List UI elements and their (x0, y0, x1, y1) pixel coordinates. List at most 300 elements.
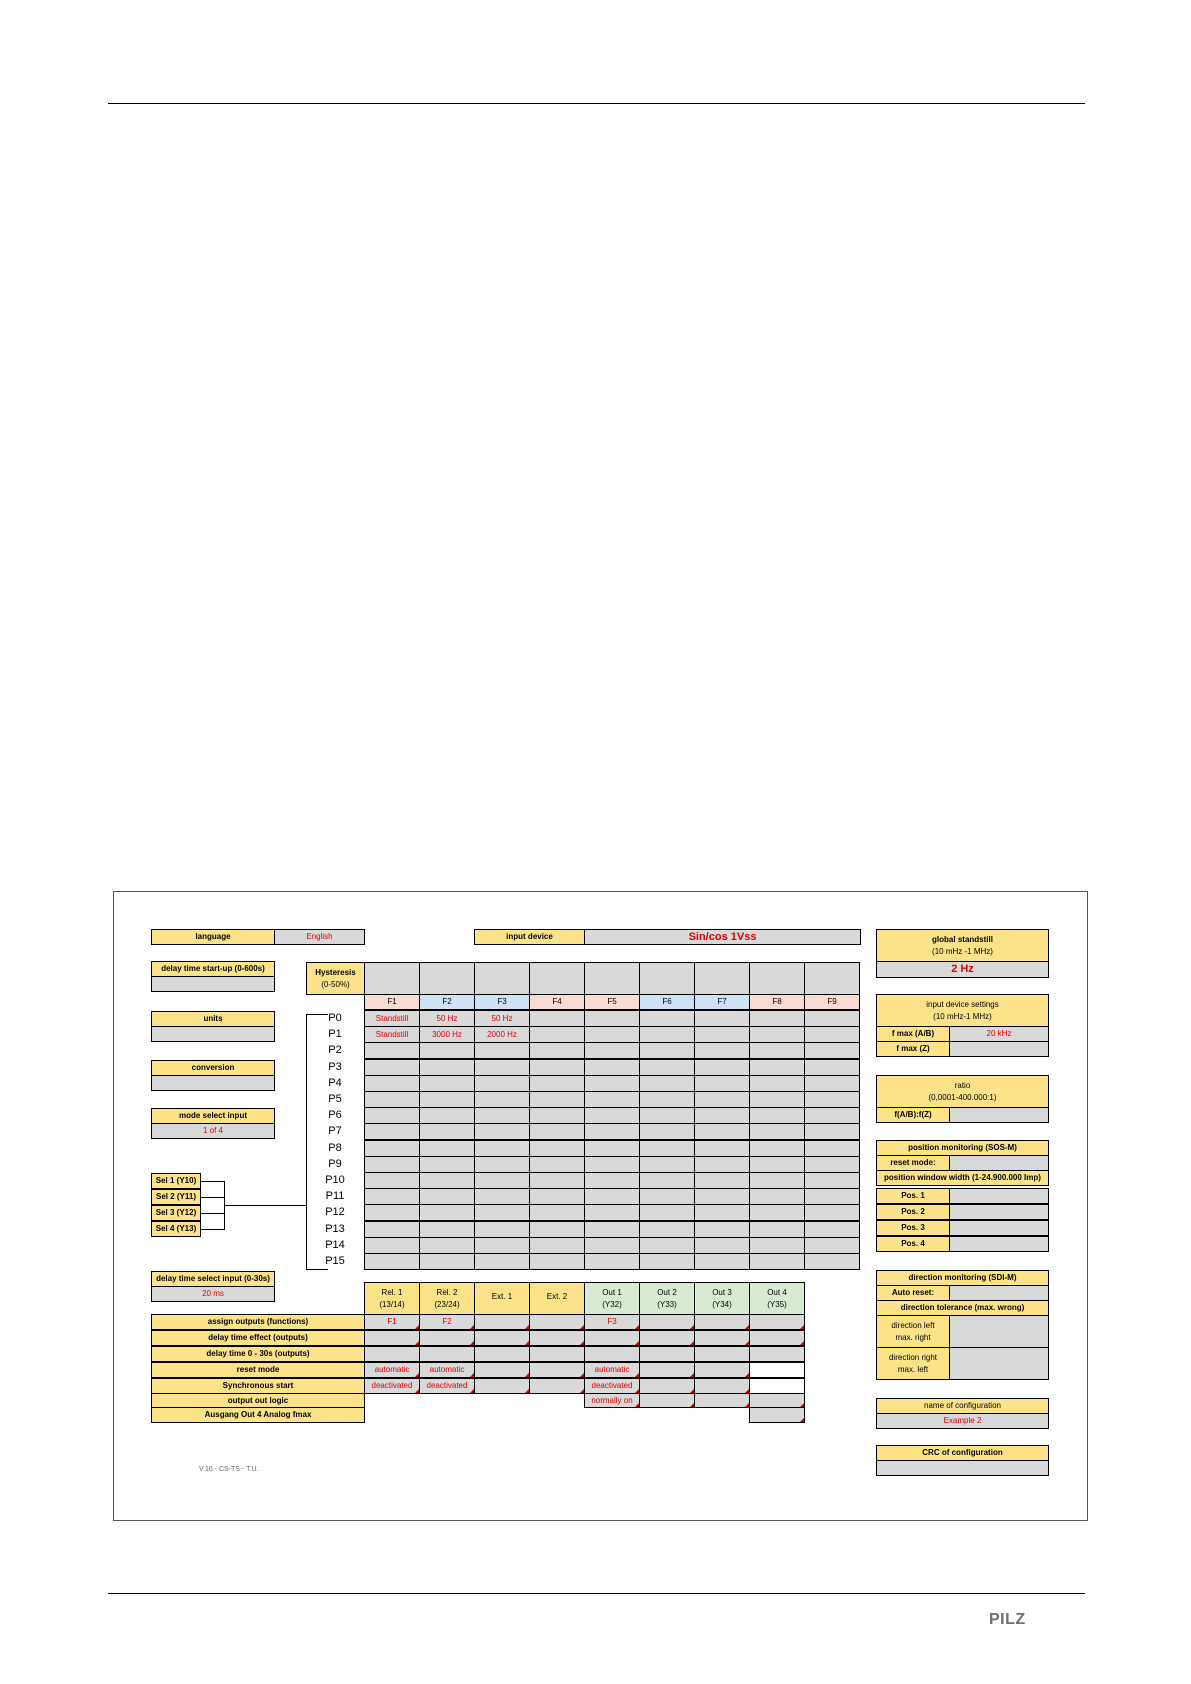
p0-f3-cell[interactable]: 50 Hz (474, 1010, 530, 1027)
input-settings-range: (10 mHz-1 MHz) (933, 1011, 992, 1021)
p3-f3-cell[interactable] (474, 1059, 530, 1076)
reset-cell-6[interactable] (639, 1362, 695, 1378)
p7-f2-cell[interactable] (419, 1123, 475, 1140)
output-row-label-2: delay time 0 - 30s (outputs) (151, 1346, 365, 1362)
f-header-6: F6 (639, 994, 695, 1010)
p3-f9-cell[interactable] (804, 1059, 860, 1076)
p15-f3-cell[interactable] (474, 1253, 530, 1270)
dir-right-text: direction right (888, 1352, 938, 1362)
p12-f1-cell[interactable] (364, 1204, 420, 1221)
p14-f3-cell[interactable] (474, 1237, 530, 1254)
config-name-field[interactable]: Example 2 (876, 1413, 1049, 1429)
p13-f9-cell[interactable] (804, 1221, 860, 1238)
sync-cell-6[interactable] (639, 1378, 695, 1394)
p14-f4-cell[interactable] (529, 1237, 585, 1254)
delay-effect-cell-8[interactable] (749, 1330, 805, 1346)
hysteresis-title: Hysteresis (315, 967, 356, 977)
sync-cell-2[interactable]: deactivated (419, 1378, 475, 1394)
sel-input-2: Sel 2 (Y11) (151, 1189, 201, 1205)
p7-f7-cell[interactable] (694, 1123, 750, 1140)
dir-left-label (876, 1315, 950, 1348)
p5-f2-cell[interactable] (419, 1091, 475, 1108)
p5-f3-cell[interactable] (474, 1091, 530, 1108)
p8-f3-cell[interactable] (474, 1140, 530, 1157)
p10-f2-cell[interactable] (419, 1172, 475, 1189)
p4-f3-cell[interactable] (474, 1075, 530, 1092)
p15-f4-cell[interactable] (529, 1253, 585, 1270)
p4-f8-cell[interactable] (749, 1075, 805, 1092)
sel-input-4: Sel 4 (Y13) (151, 1221, 201, 1237)
p14-f5-cell[interactable] (584, 1237, 640, 1254)
f-header-1: F1 (364, 994, 420, 1010)
p11-f3-cell[interactable] (474, 1188, 530, 1205)
p1-f8-cell[interactable] (749, 1026, 805, 1043)
output-terminal: (Y35) (767, 1299, 787, 1309)
input-settings-label: input device settings (926, 999, 999, 1009)
p0-f4-cell[interactable] (529, 1010, 585, 1027)
p13-f5-cell[interactable] (584, 1221, 640, 1238)
dir-left-field[interactable] (949, 1315, 1049, 1348)
p11-f7-cell[interactable] (694, 1188, 750, 1205)
fmax-ab-label: f max (A/B) (876, 1026, 950, 1042)
p14-f1-cell[interactable] (364, 1237, 420, 1254)
p10-f7-cell[interactable] (694, 1172, 750, 1189)
p10-f6-cell[interactable] (639, 1172, 695, 1189)
p2-f4-cell[interactable] (529, 1042, 585, 1059)
p14-f8-cell[interactable] (749, 1237, 805, 1254)
p13-f8-cell[interactable] (749, 1221, 805, 1238)
p15-f5-cell[interactable] (584, 1253, 640, 1270)
input-device-select[interactable]: Sin/cos 1Vss (584, 929, 861, 945)
delay-time-cell-7[interactable] (694, 1346, 750, 1362)
p7-f6-cell[interactable] (639, 1123, 695, 1140)
p2-f2-cell[interactable] (419, 1042, 475, 1059)
p3-f5-cell[interactable] (584, 1059, 640, 1076)
p13-f4-cell[interactable] (529, 1221, 585, 1238)
conversion-label: conversion (151, 1060, 275, 1076)
pos-4-label: Pos. 4 (876, 1236, 950, 1252)
pos-2-field[interactable] (949, 1204, 1049, 1220)
output-header-4 (529, 1282, 585, 1315)
p12-f2-cell[interactable] (419, 1204, 475, 1221)
p1-f4-cell[interactable] (529, 1026, 585, 1043)
p8-f8-cell[interactable] (749, 1140, 805, 1157)
delay-time-cell-5[interactable] (584, 1346, 640, 1362)
assign-cell-8[interactable] (749, 1314, 805, 1330)
f-header-5: F5 (584, 994, 640, 1010)
p12-f9-cell[interactable] (804, 1204, 860, 1221)
p6-f7-cell[interactable] (694, 1107, 750, 1124)
p6-f9-cell[interactable] (804, 1107, 860, 1124)
p5-f4-cell[interactable] (529, 1091, 585, 1108)
p1-f6-cell[interactable] (639, 1026, 695, 1043)
output-row-label-5: output out logic (151, 1393, 365, 1409)
delay-time-cell-3[interactable] (474, 1346, 530, 1362)
reset-cell-4[interactable] (529, 1362, 585, 1378)
f-header-9: F9 (804, 994, 860, 1010)
sel-line-1 (201, 1181, 225, 1182)
output-terminal: (13/14) (379, 1299, 405, 1309)
delay-time-cell-1[interactable] (364, 1346, 420, 1362)
pos-1-label: Pos. 1 (876, 1188, 950, 1204)
delay-time-cell-6[interactable] (639, 1346, 695, 1362)
assign-cell-5[interactable]: F3 (584, 1314, 640, 1330)
output-header-1 (364, 1282, 420, 1315)
delay-effect-cell-2[interactable] (419, 1330, 475, 1346)
f-header-3: F3 (474, 994, 530, 1010)
p8-f6-cell[interactable] (639, 1140, 695, 1157)
p6-f6-cell[interactable] (639, 1107, 695, 1124)
delay-time-cell-2[interactable] (419, 1346, 475, 1362)
p2-f7-cell[interactable] (694, 1042, 750, 1059)
auto-reset-label: Auto reset: (876, 1285, 950, 1301)
language-label: language (151, 929, 275, 945)
p10-f3-cell[interactable] (474, 1172, 530, 1189)
p-label-3: P3 (328, 1061, 342, 1073)
p11-f4-cell[interactable] (529, 1188, 585, 1205)
assign-cell-3[interactable] (474, 1314, 530, 1330)
p9-f7-cell[interactable] (694, 1156, 750, 1173)
p15-f6-cell[interactable] (639, 1253, 695, 1270)
p6-f1-cell[interactable] (364, 1107, 420, 1124)
sel-input-1: Sel 1 (Y10) (151, 1173, 201, 1189)
p11-f1-cell[interactable] (364, 1188, 420, 1205)
p3-f1-cell[interactable] (364, 1059, 420, 1076)
p9-f2-cell[interactable] (419, 1156, 475, 1173)
p15-f9-cell[interactable] (804, 1253, 860, 1270)
p0-f6-cell[interactable] (639, 1010, 695, 1027)
p4-f5-cell[interactable] (584, 1075, 640, 1092)
f-header-8: F8 (749, 994, 805, 1010)
output-name: Ext. 2 (546, 1291, 568, 1301)
p6-f5-cell[interactable] (584, 1107, 640, 1124)
hysteresis-cell[interactable] (529, 962, 585, 995)
p7-f4-cell[interactable] (529, 1123, 585, 1140)
auto-reset-field[interactable] (949, 1285, 1049, 1301)
output-name: Out 1 (602, 1287, 622, 1297)
p-bracket-vertical (306, 1014, 307, 1270)
p8-f7-cell[interactable] (694, 1140, 750, 1157)
input-settings-header (876, 994, 1049, 1027)
units-field[interactable] (151, 1026, 275, 1042)
sync-cell-5[interactable]: deactivated (584, 1378, 640, 1394)
p1-f1-cell[interactable]: Standstill (364, 1026, 420, 1043)
p3-f7-cell[interactable] (694, 1059, 750, 1076)
p3-f6-cell[interactable] (639, 1059, 695, 1076)
p1-f2-cell[interactable]: 3000 Hz (419, 1026, 475, 1043)
p3-f2-cell[interactable] (419, 1059, 475, 1076)
output-name: Rel. 1 (381, 1287, 403, 1297)
p11-f6-cell[interactable] (639, 1188, 695, 1205)
mode-select-label: mode select input (151, 1108, 275, 1124)
p8-f9-cell[interactable] (804, 1140, 860, 1157)
p10-f5-cell[interactable] (584, 1172, 640, 1189)
hysteresis-range: (0-50%) (321, 979, 350, 989)
p12-f3-cell[interactable] (474, 1204, 530, 1221)
hysteresis-cell[interactable] (639, 962, 695, 995)
p1-f9-cell[interactable] (804, 1026, 860, 1043)
f-header-2: F2 (419, 994, 475, 1010)
p0-f9-cell[interactable] (804, 1010, 860, 1027)
ratio-label: ratio (954, 1080, 971, 1090)
p10-f8-cell[interactable] (749, 1172, 805, 1189)
p3-f8-cell[interactable] (749, 1059, 805, 1076)
p3-f4-cell[interactable] (529, 1059, 585, 1076)
ratio-header (876, 1075, 1049, 1108)
output-name: Out 3 (712, 1287, 732, 1297)
assign-cell-4[interactable] (529, 1314, 585, 1330)
f-header-7: F7 (694, 994, 750, 1010)
p11-f9-cell[interactable] (804, 1188, 860, 1205)
p-label-7: P7 (328, 1125, 342, 1137)
p12-f8-cell[interactable] (749, 1204, 805, 1221)
p0-f2-cell[interactable]: 50 Hz (419, 1010, 475, 1027)
p9-f9-cell[interactable] (804, 1156, 860, 1173)
p2-f9-cell[interactable] (804, 1042, 860, 1059)
p5-f7-cell[interactable] (694, 1091, 750, 1108)
p13-f3-cell[interactable] (474, 1221, 530, 1238)
p-label-0: P0 (328, 1012, 342, 1024)
p9-f3-cell[interactable] (474, 1156, 530, 1173)
p4-f2-cell[interactable] (419, 1075, 475, 1092)
p15-f2-cell[interactable] (419, 1253, 475, 1270)
logic-cell-4[interactable] (749, 1393, 805, 1408)
reset-cell-3[interactable] (474, 1362, 530, 1378)
fmax-ab-field[interactable]: 20 kHz (949, 1026, 1049, 1042)
p4-f1-cell[interactable] (364, 1075, 420, 1092)
dir-tolerance-label: direction tolerance (max. wrong) (876, 1300, 1049, 1316)
p7-f3-cell[interactable] (474, 1123, 530, 1140)
global-standstill-label: global standstill (932, 934, 993, 944)
fmax-z-field[interactable] (949, 1041, 1049, 1057)
hysteresis-cell[interactable] (474, 962, 530, 995)
p2-f3-cell[interactable] (474, 1042, 530, 1059)
output-terminal: (Y32) (602, 1299, 622, 1309)
mode-select-field[interactable]: 1 of 4 (151, 1123, 275, 1139)
p5-f1-cell[interactable] (364, 1091, 420, 1108)
output-row-label-4: Synchronous start (151, 1378, 365, 1394)
reset-cell-8 (749, 1362, 805, 1378)
p-bracket-bottom (306, 1269, 328, 1270)
p4-f9-cell[interactable] (804, 1075, 860, 1092)
hysteresis-cell[interactable] (749, 962, 805, 995)
fmax-z-label: f max (Z) (876, 1041, 950, 1057)
conversion-field[interactable] (151, 1075, 275, 1091)
logic-cell-1[interactable]: normally on (584, 1393, 640, 1408)
p7-f9-cell[interactable] (804, 1123, 860, 1140)
hysteresis-cell[interactable] (694, 962, 750, 995)
ratio-range: (0,0001-400.000:1) (928, 1092, 997, 1102)
p10-f1-cell[interactable] (364, 1172, 420, 1189)
dir-right-label (876, 1347, 950, 1380)
sync-cell-1[interactable]: deactivated (364, 1378, 420, 1394)
p6-f2-cell[interactable] (419, 1107, 475, 1124)
output-row-label-3: reset mode (151, 1362, 365, 1378)
p14-f7-cell[interactable] (694, 1237, 750, 1254)
pos-3-label: Pos. 3 (876, 1220, 950, 1236)
delay-startup-field[interactable] (151, 976, 275, 992)
p8-f5-cell[interactable] (584, 1140, 640, 1157)
ratio-field[interactable] (949, 1107, 1049, 1123)
output-name: Rel. 2 (436, 1287, 458, 1297)
output-header-7 (694, 1282, 750, 1315)
p1-f3-cell[interactable]: 2000 Hz (474, 1026, 530, 1043)
p2-f1-cell[interactable] (364, 1042, 420, 1059)
p10-f4-cell[interactable] (529, 1172, 585, 1189)
sos-reset-mode-field[interactable] (949, 1155, 1049, 1171)
hysteresis-cell[interactable] (804, 962, 860, 995)
p5-f6-cell[interactable] (639, 1091, 695, 1108)
input-device-label: input device (474, 929, 585, 945)
p15-f7-cell[interactable] (694, 1253, 750, 1270)
p8-f1-cell[interactable] (364, 1140, 420, 1157)
p7-f5-cell[interactable] (584, 1123, 640, 1140)
sync-cell-4[interactable] (529, 1378, 585, 1394)
p7-f1-cell[interactable] (364, 1123, 420, 1140)
output-header-3 (474, 1282, 530, 1315)
p-label-12: P12 (325, 1206, 345, 1218)
p6-f3-cell[interactable] (474, 1107, 530, 1124)
p12-f5-cell[interactable] (584, 1204, 640, 1221)
p8-f4-cell[interactable] (529, 1140, 585, 1157)
global-standstill-range: (10 mHz -1 MHz) (932, 946, 993, 956)
p15-f1-cell[interactable] (364, 1253, 420, 1270)
p14-f6-cell[interactable] (639, 1237, 695, 1254)
reset-cell-1[interactable]: automatic (364, 1362, 420, 1378)
delay-select-label: delay time select input (0-30s) (151, 1271, 275, 1287)
ratio-formula-label: f(A/B):f(Z) (876, 1107, 950, 1123)
p12-f7-cell[interactable] (694, 1204, 750, 1221)
p9-f8-cell[interactable] (749, 1156, 805, 1173)
logic-cell-2[interactable] (639, 1393, 695, 1408)
p11-f2-cell[interactable] (419, 1188, 475, 1205)
crc-field (876, 1460, 1049, 1476)
p14-f2-cell[interactable] (419, 1237, 475, 1254)
reset-cell-5[interactable]: automatic (584, 1362, 640, 1378)
delay-effect-cell-6[interactable] (639, 1330, 695, 1346)
assign-cell-6[interactable] (639, 1314, 695, 1330)
p11-f8-cell[interactable] (749, 1188, 805, 1205)
p13-f7-cell[interactable] (694, 1221, 750, 1238)
footer-rule (108, 1593, 1085, 1594)
p5-f8-cell[interactable] (749, 1091, 805, 1108)
assign-cell-2[interactable]: F2 (419, 1314, 475, 1330)
output-name: Out 2 (657, 1287, 677, 1297)
p1-f5-cell[interactable] (584, 1026, 640, 1043)
p12-f6-cell[interactable] (639, 1204, 695, 1221)
global-standstill-value[interactable]: 2 Hz (876, 961, 1049, 978)
pos-1-field[interactable] (949, 1188, 1049, 1204)
p5-f9-cell[interactable] (804, 1091, 860, 1108)
assign-cell-7[interactable] (694, 1314, 750, 1330)
delay-select-field[interactable]: 20 ms (151, 1286, 275, 1302)
p2-f5-cell[interactable] (584, 1042, 640, 1059)
p8-f2-cell[interactable] (419, 1140, 475, 1157)
p13-f1-cell[interactable] (364, 1221, 420, 1238)
output-header-5 (584, 1282, 640, 1315)
p0-f8-cell[interactable] (749, 1010, 805, 1027)
p9-f1-cell[interactable] (364, 1156, 420, 1173)
p12-f4-cell[interactable] (529, 1204, 585, 1221)
p11-f5-cell[interactable] (584, 1188, 640, 1205)
delay-time-cell-8[interactable] (749, 1346, 805, 1362)
delay-effect-cell-1[interactable] (364, 1330, 420, 1346)
hysteresis-cell[interactable] (419, 962, 475, 995)
p6-f4-cell[interactable] (529, 1107, 585, 1124)
sync-cell-7[interactable] (694, 1378, 750, 1394)
p0-f1-cell[interactable]: Standstill (364, 1010, 420, 1027)
p6-f8-cell[interactable] (749, 1107, 805, 1124)
p-label-8: P8 (328, 1142, 342, 1154)
f-header-4: F4 (529, 994, 585, 1010)
p0-f7-cell[interactable] (694, 1010, 750, 1027)
p0-f5-cell[interactable] (584, 1010, 640, 1027)
hysteresis-label (306, 962, 365, 995)
p13-f6-cell[interactable] (639, 1221, 695, 1238)
hysteresis-cell[interactable] (364, 962, 420, 995)
delay-time-cell-4[interactable] (529, 1346, 585, 1362)
output-name: Out 4 (767, 1287, 787, 1297)
hysteresis-cell[interactable] (584, 962, 640, 995)
p9-f4-cell[interactable] (529, 1156, 585, 1173)
reset-cell-2[interactable]: automatic (419, 1362, 475, 1378)
p-label-15: P15 (325, 1255, 345, 1267)
sync-cell-3[interactable] (474, 1378, 530, 1394)
output-row-label-1: delay time effect (outputs) (151, 1330, 365, 1346)
output-row-label-0: assign outputs (functions) (151, 1314, 365, 1330)
output-row-label-6: Ausgang Out 4 Analog fmax (151, 1407, 365, 1423)
p9-f5-cell[interactable] (584, 1156, 640, 1173)
pos-3-field[interactable] (949, 1220, 1049, 1236)
delay-effect-cell-4[interactable] (529, 1330, 585, 1346)
reset-cell-7[interactable] (694, 1362, 750, 1378)
p9-f6-cell[interactable] (639, 1156, 695, 1173)
p4-f7-cell[interactable] (694, 1075, 750, 1092)
p5-f5-cell[interactable] (584, 1091, 640, 1108)
p4-f4-cell[interactable] (529, 1075, 585, 1092)
p-label-4: P4 (328, 1077, 342, 1089)
p13-f2-cell[interactable] (419, 1221, 475, 1238)
output-terminal: (23/24) (434, 1299, 460, 1309)
language-select[interactable]: English (274, 929, 365, 945)
p4-f6-cell[interactable] (639, 1075, 695, 1092)
p-label-2: P2 (328, 1044, 342, 1056)
p14-f9-cell[interactable] (804, 1237, 860, 1254)
delay-effect-cell-5[interactable] (584, 1330, 640, 1346)
p2-f6-cell[interactable] (639, 1042, 695, 1059)
output-name: Ext. 1 (491, 1291, 513, 1301)
pos-4-field[interactable] (949, 1236, 1049, 1252)
p-label-14: P14 (325, 1239, 345, 1251)
delay-effect-cell-3[interactable] (474, 1330, 530, 1346)
p10-f9-cell[interactable] (804, 1172, 860, 1189)
sos-header: position monitoring (SOS-M) (876, 1140, 1049, 1156)
delay-startup-label: delay time start-up (0-600s) (151, 961, 275, 977)
delay-effect-cell-7[interactable] (694, 1330, 750, 1346)
p1-f7-cell[interactable] (694, 1026, 750, 1043)
analog-fmax-cell[interactable] (749, 1407, 805, 1423)
p15-f8-cell[interactable] (749, 1253, 805, 1270)
logic-cell-3[interactable] (694, 1393, 750, 1408)
sync-cell-8 (749, 1378, 805, 1394)
sel-input-3: Sel 3 (Y12) (151, 1205, 201, 1221)
assign-cell-1[interactable]: F1 (364, 1314, 420, 1330)
p-label-11: P11 (325, 1190, 345, 1202)
p2-f8-cell[interactable] (749, 1042, 805, 1059)
dir-right-field[interactable] (949, 1347, 1049, 1380)
sos-reset-mode-label: reset mode: (876, 1155, 950, 1171)
p7-f8-cell[interactable] (749, 1123, 805, 1140)
